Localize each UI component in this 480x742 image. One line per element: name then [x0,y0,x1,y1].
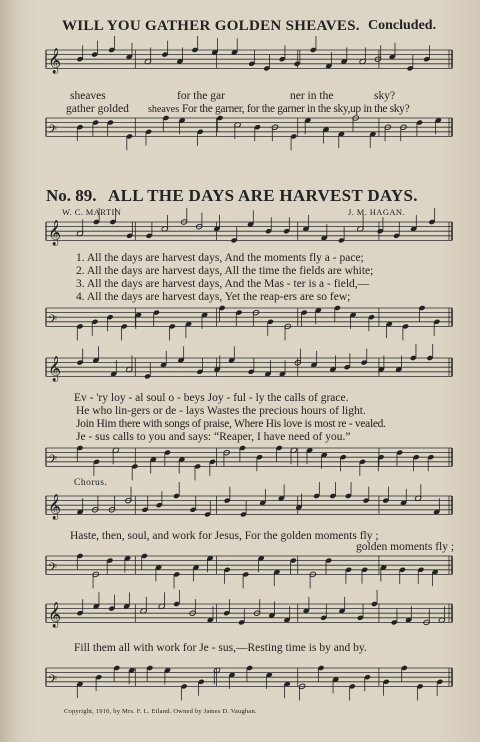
clef-icon: 𝄞 [48,48,62,74]
hymn-title: ALL THE DAYS ARE HARVEST DAYS. [108,186,418,205]
clef-icon: 𝄢 [48,673,58,690]
chorus-label: Chorus. [74,478,108,488]
clef-icon: 𝄢 [48,561,58,578]
clef-icon: 𝄞 [48,220,62,246]
verse2-line1: Ev - 'ry loy - al soul o - beys Joy - ful - ly the calls of grace. [74,392,349,404]
chorus-line1-echo: golden moments fly ; [356,541,455,553]
verse2-line3: Join Him there with songs of praise, Where His love is most re - vealed. [76,418,386,430]
verse2-line2: He who lin-gers or de - lays Wastes the precious hours of light. [76,405,366,417]
top-lyric-1b: for the gar [177,90,225,102]
copyright-notice: Copyright, 1910, by Mrs. F. L. Eiland. Owned by James D. Vaughan. [64,708,257,715]
verse1-line4: 4. All the days are harvest days, Yet the reap-ers are so few; [76,291,351,303]
top-lyric-2a: gather golded [66,103,129,115]
top-lyric-1d: sky? [374,90,396,102]
hymn-composer: J. M. HAGAN. [348,207,405,217]
top-lyric-1a: sheaves [70,90,106,102]
clef-icon: 𝄢 [48,453,58,470]
hymn-number: No. 89. [46,186,97,205]
chorus-line1: Haste, then, soul, and work for Jesus, For the golden moments fly ; [70,530,379,542]
top-lyric-2c: For the garner, for the garner in the sky,up in the sky? [182,103,410,115]
header-title: WILL YOU GATHER GOLDEN SHEAVES. [62,18,360,34]
verse1-line2: 2. All the days are harvest days, All the time the fields are white; [76,265,374,277]
verse1-line1: 1. All the days are harvest days, And the moments fly a - pace; [76,252,364,264]
hymn-author: W. C. MARTIN [62,207,122,217]
clef-icon: 𝄞 [48,602,62,628]
clef-icon: 𝄞 [48,356,62,382]
top-lyric-1c: ner in the [290,90,334,102]
clef-icon: 𝄞 [48,494,62,520]
clef-icon: 𝄢 [48,123,58,140]
verse2-line4: Je - sus calls to you and says: “Reaper, I have need of you.” [76,431,351,443]
verse1-line3: 3. All the days are harvest days, And the Mas - ter is a - field,— [76,278,370,290]
clef-icon: 𝄢 [48,313,58,330]
top-lyric-2b: sheaves [148,104,180,115]
chorus-line2: Fill them all with work for Je - sus,—Resting time is by and by. [74,642,367,654]
header-status: Concluded. [368,18,437,33]
